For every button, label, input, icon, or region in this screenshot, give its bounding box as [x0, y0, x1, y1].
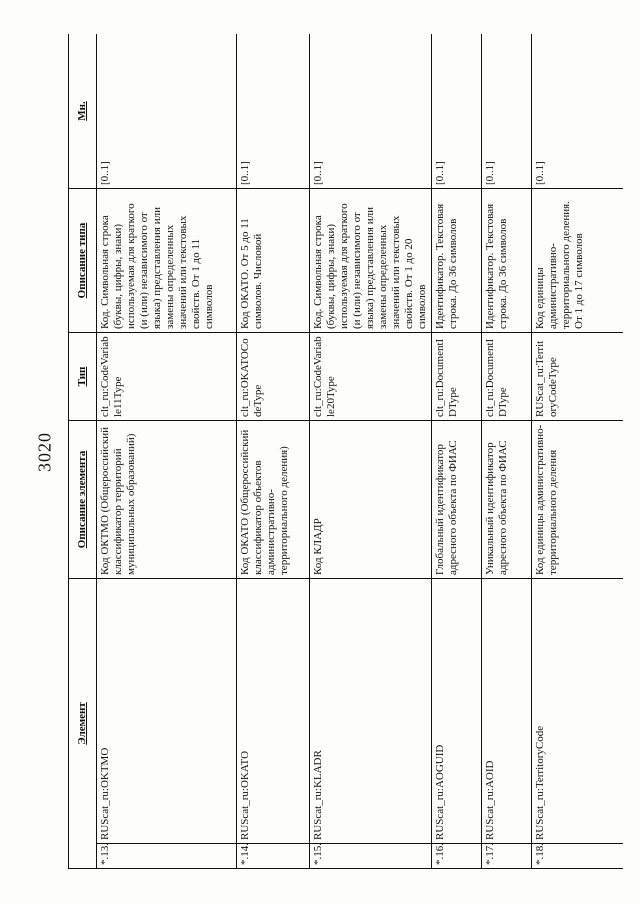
row-number: *.16.: [432, 844, 482, 869]
element-description: Код ОКАТО (Общероссийский классификатор объектов административно-территориального деления): [237, 421, 310, 579]
element-description: Код ОКТМО (Общероссийский классификатор территорий муниципальных образований): [97, 421, 237, 579]
type-description: Код единицы административно-территориального деления. От 1 до 17 символов: [532, 189, 624, 333]
type-name: clt_ru:CodeVariable11Type: [97, 333, 237, 421]
header-element: Элемент: [69, 579, 97, 869]
element-description: Глобальный идентификатор адресного объекта по ФИАС: [432, 421, 482, 579]
type-name: RUScat_ru:TerritoryCodeType: [532, 333, 624, 421]
multiplicity: [0..1]: [532, 34, 624, 189]
table-row: [432, 34, 482, 869]
table-row: [237, 34, 310, 869]
spec-table: [68, 34, 623, 869]
type-name: clt_ru:DocumentIDType: [432, 333, 482, 421]
page-number: 3020: [34, 432, 55, 472]
row-number: *.18.: [532, 844, 624, 869]
row-number: *.15.: [310, 844, 432, 869]
type-description: Код. Символьная строка (буквы, цифры, знаки) используемая для краткого (и (или) независимого от языка) представления или замены определенных значений или текстовых свойств. От 1 до 11 символов: [97, 189, 237, 333]
table-header: [69, 34, 97, 869]
table-row: [532, 34, 624, 869]
element-description: Код единицы административно-территориального деления: [532, 421, 624, 579]
header-element-desc: Описание элемента: [69, 421, 97, 579]
element-name: RUScat_ru:OKTMO: [97, 579, 237, 844]
type-name: clt_ru:OKATOCodeType: [237, 333, 310, 421]
element-name: RUScat_ru:TerritoryCode: [532, 579, 624, 844]
rotated-table-container: [68, 34, 623, 869]
multiplicity: [0..1]: [432, 34, 482, 189]
multiplicity: [0..1]: [482, 34, 532, 189]
row-number: *.17.: [482, 844, 532, 869]
multiplicity: [0..1]: [237, 34, 310, 189]
type-description: Код ОКАТО. От 5 до 11 символов. Числовой: [237, 189, 310, 333]
element-name: RUScat_ru:AOID: [482, 579, 532, 844]
type-name: clt_ru:CodeVariable20Type: [310, 333, 432, 421]
header-row: [69, 34, 97, 869]
type-description: Код. Символьная строка (буквы, цифры, знаки) используемая для краткого (и (или) независимого от языка) представления или замены определенных значений или текстовых свойств. От 1 до 20 символов: [310, 189, 432, 333]
type-description: Идентификатор. Текстовая строка. До 36 символов: [432, 189, 482, 333]
row-number: *.14.: [237, 844, 310, 869]
header-min: Мн.: [69, 34, 97, 189]
type-description: Идентификатор. Текстовая строка. До 36 символов: [482, 189, 532, 333]
type-name: clt_ru:DocumentIDType: [482, 333, 532, 421]
row-number: *.13.: [97, 844, 237, 869]
header-type: Тип: [69, 333, 97, 421]
element-name: RUScat_ru:KLADR: [310, 579, 432, 844]
table-row: [482, 34, 532, 869]
element-name: RUScat_ru:AOGUID: [432, 579, 482, 844]
table-row: [310, 34, 432, 869]
multiplicity: [0..1]: [97, 34, 237, 189]
table-row: [97, 34, 237, 869]
table-frame: [68, 34, 623, 869]
multiplicity: [0..1]: [310, 34, 432, 189]
element-name: RUScat_ru:OKATO: [237, 579, 310, 844]
element-description: Код КЛАДР: [310, 421, 432, 579]
header-type-desc: Описание типа: [69, 189, 97, 333]
element-description: Уникальный идентификатор адресного объекта по ФИАС: [482, 421, 532, 579]
